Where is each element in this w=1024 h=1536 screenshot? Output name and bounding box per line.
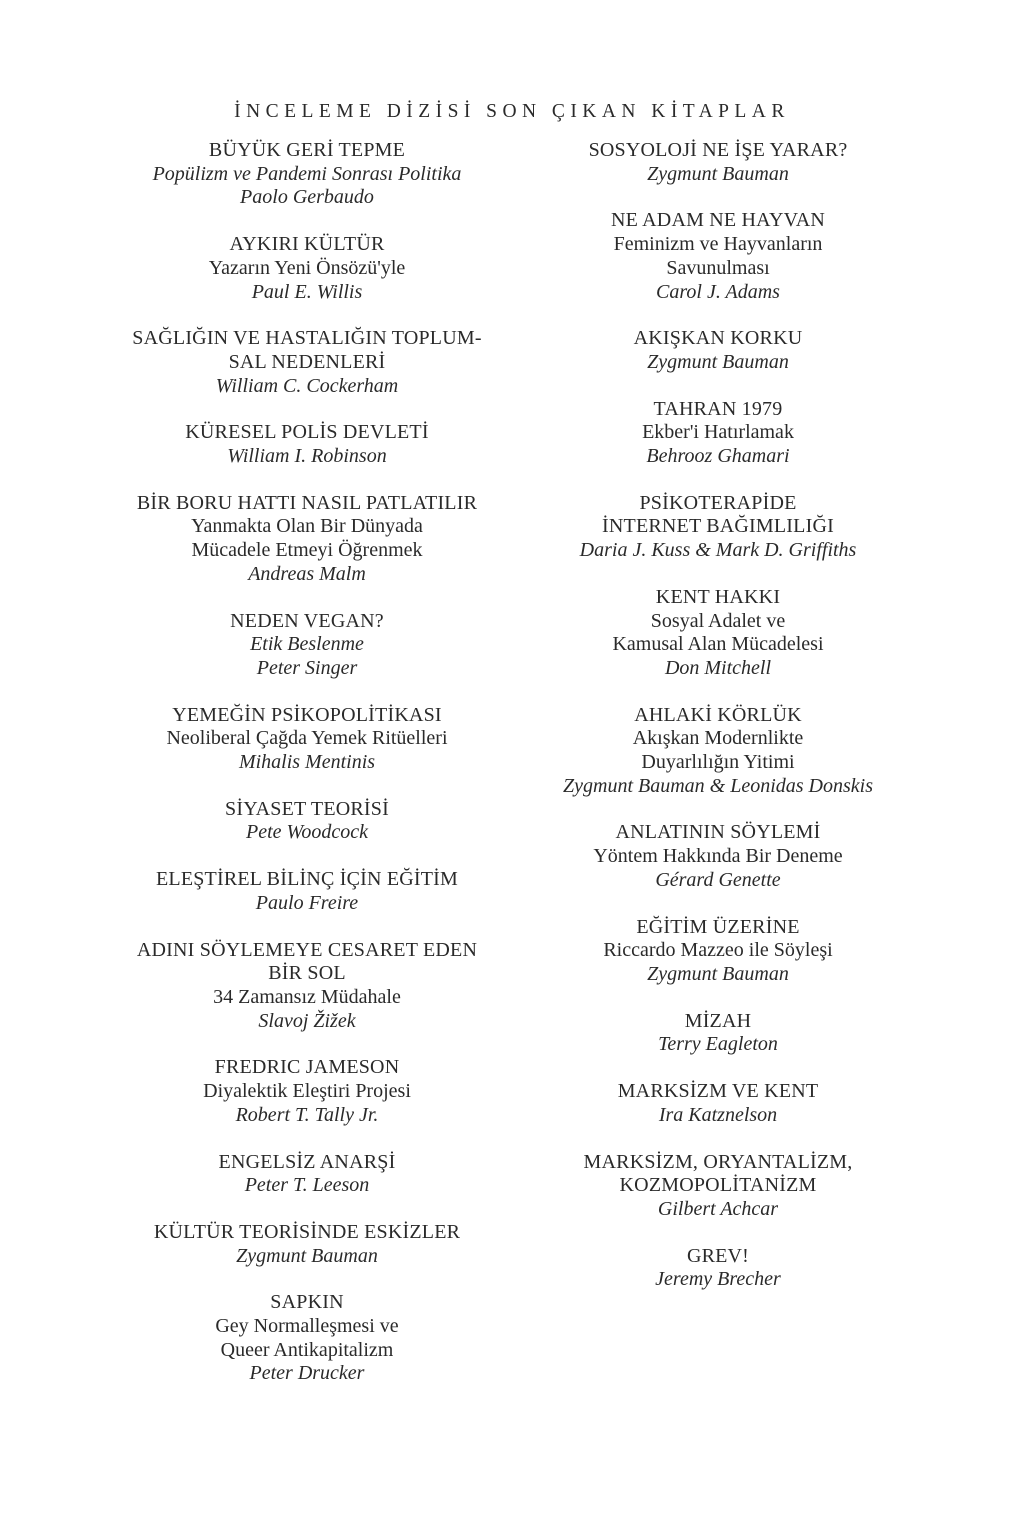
book-italic-line: William I. Robinson bbox=[227, 445, 387, 468]
book-subtitle: Duyarlılığın Yitimi bbox=[641, 751, 795, 774]
book-title: KENT HAKKI bbox=[655, 585, 781, 608]
book-title: EĞİTİM ÜZERİNE bbox=[636, 915, 800, 938]
book-entry bbox=[87, 704, 527, 775]
book-title: FREDRIC JAMESON bbox=[214, 1056, 400, 1079]
book-italic-line: Etik Beslenme bbox=[250, 633, 364, 656]
book-italic-line: Behrooz Ghamari bbox=[646, 445, 790, 468]
book-title: MARKSİZM, ORYANTALİZM, bbox=[583, 1150, 853, 1173]
book-italic-line: Don Mitchell bbox=[664, 656, 772, 679]
book-subtitle: Kamusal Alan Mücadelesi bbox=[612, 633, 824, 656]
book-entry bbox=[498, 398, 938, 469]
book-subtitle: Neoliberal Çağda Yemek Ritüelleri bbox=[166, 727, 448, 750]
book-subtitle: 34 Zamansız Müdahale bbox=[213, 985, 401, 1008]
book-title: KOZMOPOLİTANİZM bbox=[619, 1174, 817, 1197]
book-italic-line: Jeremy Brecher bbox=[655, 1268, 781, 1291]
book-title: GREV! bbox=[686, 1244, 750, 1267]
book-italic-line: Popülizm ve Pandemi Sonrası Politika bbox=[152, 162, 462, 185]
book-entry bbox=[498, 1245, 938, 1292]
book-title: BÜYÜK GERİ TEPME bbox=[208, 139, 406, 161]
book-entry bbox=[87, 610, 527, 681]
book-entry bbox=[87, 1291, 527, 1386]
book-subtitle: Savunulması bbox=[666, 256, 770, 279]
book-title: ENGELSİZ ANARŞİ bbox=[218, 1150, 396, 1173]
book-italic-line: Peter T. Leeson bbox=[244, 1174, 370, 1197]
book-entry bbox=[498, 821, 938, 892]
book-title: NE ADAM NE HAYVAN bbox=[611, 209, 825, 232]
book-entry bbox=[87, 1056, 527, 1127]
book-title: TAHRAN 1979 bbox=[653, 397, 783, 420]
book-entry bbox=[87, 939, 527, 1034]
book-title: AKIŞKAN KORKU bbox=[633, 327, 803, 350]
book-title: SİYASET TEORİSİ bbox=[225, 797, 389, 820]
book-entry bbox=[498, 916, 938, 987]
book-title: KÜRESEL POLİS DEVLETİ bbox=[185, 421, 429, 444]
book-entry bbox=[498, 704, 938, 799]
book-subtitle: Feminizm ve Hayvanların bbox=[613, 233, 823, 256]
book-entry bbox=[498, 209, 938, 304]
book-italic-line: Gérard Genette bbox=[655, 868, 781, 891]
book-title: SAPKIN bbox=[270, 1291, 344, 1314]
right-column bbox=[498, 139, 938, 1315]
book-entry bbox=[498, 1080, 938, 1127]
book-subtitle: Riccardo Mazzeo ile Söyleşi bbox=[603, 939, 833, 962]
book-title: MARKSİZM VE KENT bbox=[617, 1080, 819, 1103]
book-entry bbox=[87, 1221, 527, 1268]
left-column bbox=[87, 139, 527, 1409]
book-entry bbox=[498, 139, 938, 186]
book-italic-line: Peter Singer bbox=[256, 656, 358, 679]
book-italic-line: Zygmunt Bauman bbox=[647, 162, 789, 185]
book-entry bbox=[498, 1151, 938, 1222]
book-title: KÜLTÜR TEORİSİNDE ESKİZLER bbox=[153, 1220, 461, 1243]
book-subtitle: Sosyal Adalet ve bbox=[650, 609, 786, 632]
book-italic-line: Zygmunt Bauman bbox=[236, 1244, 378, 1267]
book-subtitle: Gey Normalleşmesi ve bbox=[215, 1315, 399, 1338]
book-subtitle: Yazarın Yeni Önsözü'yle bbox=[208, 256, 406, 279]
book-italic-line: Mihalis Mentinis bbox=[238, 751, 376, 774]
book-title: SAL NEDENLERİ bbox=[228, 350, 386, 373]
book-title: ELEŞTİREL BİLİNÇ İÇİN EĞİTİM bbox=[155, 868, 459, 891]
book-title: AYKIRI KÜLTÜR bbox=[229, 233, 385, 256]
book-italic-line: William C. Cockerham bbox=[215, 374, 399, 397]
book-italic-line: Pete Woodcock bbox=[246, 821, 368, 844]
book-title: SOSYOLOJİ NE İŞE YARAR? bbox=[588, 139, 848, 161]
book-subtitle: Akışkan Modernlikte bbox=[632, 727, 804, 750]
book-italic-line: Andreas Malm bbox=[248, 562, 366, 585]
book-entry bbox=[87, 798, 527, 845]
book-italic-line: Zygmunt Bauman & Leonidas Donskis bbox=[563, 774, 873, 797]
book-italic-line: Zygmunt Bauman bbox=[647, 962, 789, 985]
book-title: MİZAH bbox=[684, 1009, 752, 1032]
book-subtitle: Yöntem Hakkında Bir Deneme bbox=[593, 845, 843, 868]
book-entry bbox=[498, 586, 938, 681]
book-italic-line: Daria J. Kuss & Mark D. Griffiths bbox=[579, 539, 857, 562]
book-title: ANLATININ SÖYLEMİ bbox=[615, 821, 821, 844]
book-entry bbox=[87, 1151, 527, 1198]
book-italic-line: Robert T. Tally Jr. bbox=[235, 1103, 379, 1126]
book-italic-line: Terry Eagleton bbox=[658, 1033, 778, 1056]
book-title: YEMEĞİN PSİKOPOLİTİKASI bbox=[172, 703, 442, 726]
book-entry bbox=[87, 492, 527, 587]
book-entry bbox=[498, 1010, 938, 1057]
book-italic-line: Carol J. Adams bbox=[656, 280, 780, 303]
book-entry bbox=[87, 868, 527, 915]
book-entry bbox=[87, 327, 527, 398]
book-title: PSİKOTERAPİDE bbox=[639, 491, 797, 514]
book-italic-line: Ira Katznelson bbox=[658, 1103, 778, 1126]
book-subtitle: Yanmakta Olan Bir Dünyada bbox=[191, 515, 423, 538]
book-italic-line: Paul E. Willis bbox=[251, 280, 363, 303]
book-title: BİR SOL bbox=[268, 962, 346, 985]
book-subtitle: Diyalektik Eleştiri Projesi bbox=[203, 1080, 411, 1103]
book-title: AHLAKİ KÖRLÜK bbox=[634, 703, 802, 726]
book-title: SAĞLIĞIN VE HASTALIĞIN TOPLUM- bbox=[132, 327, 482, 350]
page-title: İNCELEME DİZİSİ SON ÇIKAN KİTAPLAR bbox=[234, 101, 790, 122]
book-entry bbox=[498, 492, 938, 563]
book-title: ADINI SÖYLEMEYE CESARET EDEN bbox=[136, 938, 478, 961]
book-subtitle: Mücadele Etmeyi Öğrenmek bbox=[191, 539, 423, 562]
book-italic-line: Gilbert Achcar bbox=[657, 1197, 779, 1220]
book-subtitle: Ekber'i Hatırlamak bbox=[642, 421, 794, 444]
book-title: BİR BORU HATTI NASIL PATLATILIR bbox=[136, 491, 478, 514]
book-subtitle: Queer Antikapitalizm bbox=[220, 1338, 394, 1361]
book-entry bbox=[498, 327, 938, 374]
book-title: İNTERNET BAĞIMLILIĞI bbox=[602, 515, 834, 538]
book-entry bbox=[87, 233, 527, 304]
book-italic-line: Zygmunt Bauman bbox=[647, 350, 789, 373]
book-italic-line: Peter Drucker bbox=[249, 1362, 365, 1385]
book-entry bbox=[87, 421, 527, 468]
book-italic-line: Paulo Freire bbox=[255, 891, 359, 914]
book-italic-line: Slavoj Žižek bbox=[258, 1009, 356, 1032]
book-italic-line: Paolo Gerbaudo bbox=[240, 186, 374, 209]
book-entry bbox=[87, 139, 527, 210]
book-title: NEDEN VEGAN? bbox=[230, 609, 384, 632]
